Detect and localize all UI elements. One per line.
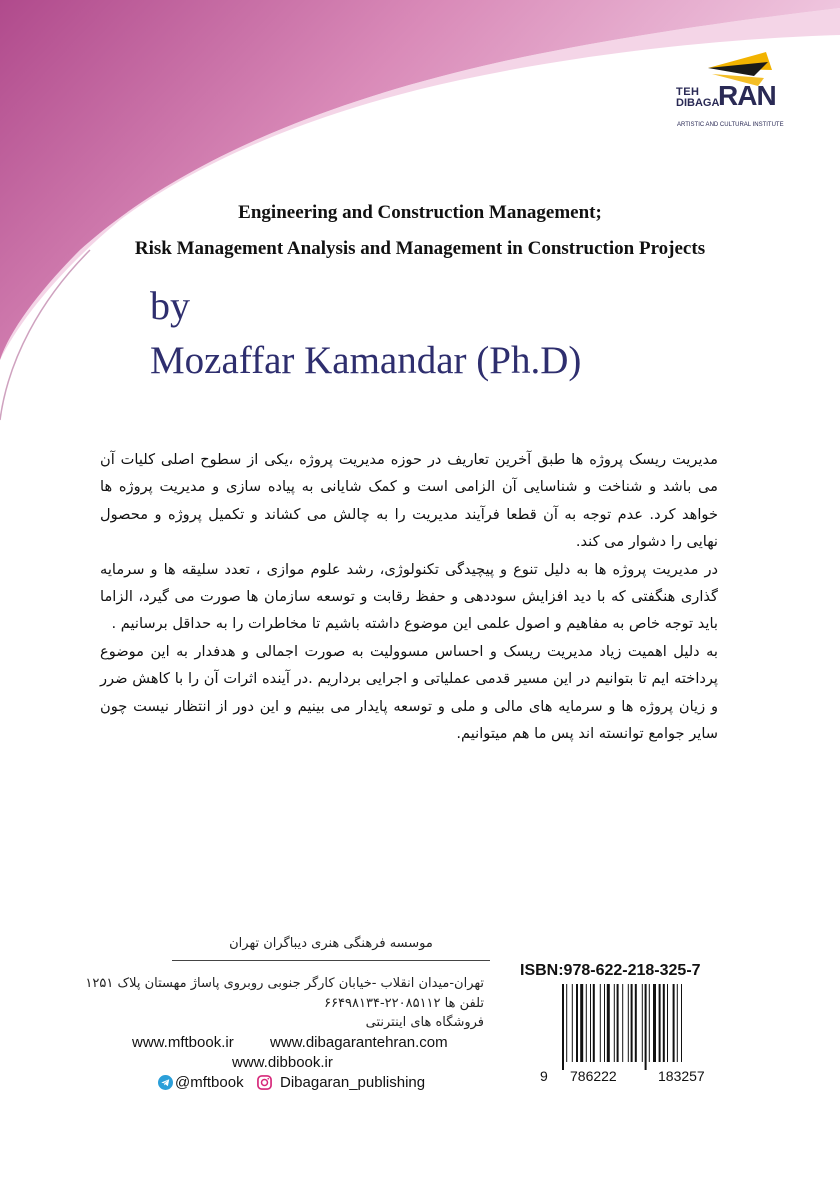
book-title-line-2: Risk Management Analysis and Management in Construction Projects (134, 238, 706, 259)
instagram-handle[interactable]: Dibagaran_publishing (280, 1074, 426, 1091)
logo-word-big: RAN (718, 80, 776, 111)
isbn-text: ISBN:978-622-218-325-7 (520, 962, 701, 979)
logo-word-small-1: TEH (676, 86, 700, 98)
telegram-handle[interactable]: @mftbook (175, 1074, 244, 1091)
website-link-3[interactable]: www.dibbook.ir (232, 1054, 333, 1071)
logo-subtitle: ARTISTIC AND CULTURAL INSTITUTE (677, 122, 784, 128)
publisher-phone: تلفن ها ۲۲۰۸۵۱۱۲-۶۶۴۹۸۱۳۴ (324, 996, 484, 1011)
description-paragraph: مدیریت ریسک پروژه ها طبق آخرین تعاریف در حوزه مدیریت پروژه ،یکی از سطوح اصلی کلیات آن می باشد و شناخت و شناسایی آن الزامی است و کمک شایانی به پیاده سازی و مدیریت پروژه ها خواهد کرد. عدم توجه به آن قطعا فرآیند مدیریت را به چالش می کشاند و تکمیل پروژه و محصول نهایی را دشوار می کند. (100, 451, 718, 551)
instagram-icon (257, 1075, 272, 1090)
telegram-icon (158, 1075, 173, 1090)
publisher-name: موسسه فرهنگی هنری دیباگران تهران (229, 936, 433, 951)
barcode-group-2: 183257 (658, 1068, 705, 1084)
author-name: Mozaffar Kamandar (Ph.D) (150, 339, 582, 382)
website-link-1[interactable]: www.mftbook.ir (132, 1034, 234, 1051)
logo-word-small-2: DIBAGA (676, 97, 720, 109)
description-text (100, 446, 718, 747)
barcode-group-1: 786222 (570, 1068, 617, 1084)
description-paragraph: به دلیل اهمیت زیاد مدیریت ریسک و احساس مسوولیت به صورت اجمالی و هدفدار به این موضوع پرداخته ایم تا بتوانیم در این مسیر قدمی عملیاتی و اجرایی برداریم .در آینده اثرات آن را با کاهش ضرر و زیان پروژه ها و سرمایه های مالی و ملی و توسعه پایدار می بینیم و این دور از انتظار نیست چون سایر جوامع توانسته اند پس ما هم میتوانیم. (100, 642, 718, 743)
divider (172, 960, 490, 961)
book-title-line-1: Engineering and Construction Management; (238, 202, 602, 223)
website-link-2[interactable]: www.dibagarantehran.com (270, 1034, 448, 1051)
description-paragraph: در مدیریت پروژه ها به دلیل تنوع و پیچیدگی تکنولوژی، رشد علوم موازی ، تعدد سلیقه ها و سرمایه گذاری هنگفتی که با دید افزایش سوددهی و حفظ رقابت و توسعه سازمان ها صورت می گیرد، الزاما باید توجه خاص به مفاهیم و اصول علمی این موضوع داشته باشیم تا مخاطرات را به حداقل برسانیم . (100, 560, 718, 633)
by-label: by (150, 283, 190, 328)
publisher-address: تهران-میدان انقلاب -خیابان کارگر جنوبی روبروی پاساژ مهستان پلاک ۱۲۵۱ (85, 976, 484, 991)
barcode-lead-digit: 9 (540, 1068, 548, 1084)
barcode-icon (560, 984, 730, 1072)
online-stores-label: فروشگاه های اینترنتی (365, 1015, 484, 1030)
